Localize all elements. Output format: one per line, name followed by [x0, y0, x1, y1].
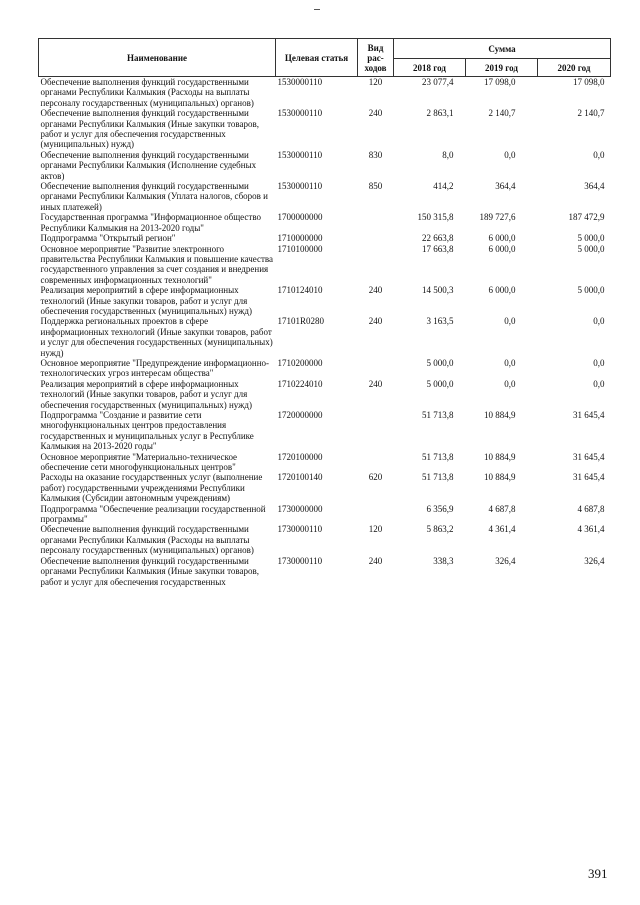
- row-name: Обеспечение выполнения функций государственными органами Республики Калмыкия (Иные закупки товаров, работ и услуг для обеспечения государственных: [40, 555, 260, 587]
- table-row: [39, 504, 611, 525]
- row-2019: 17 098,0: [484, 77, 516, 87]
- header-sum: Сумма: [394, 39, 611, 59]
- row-code: 1710100000: [277, 243, 323, 254]
- row-2018: 22 663,8: [422, 233, 454, 244]
- header-kind: Вид рас-ходов: [358, 39, 394, 77]
- page-number: 391: [588, 866, 608, 881]
- row-2018: 2 863,1: [426, 108, 454, 119]
- table-header: [39, 39, 611, 77]
- row-code: 1720000000: [277, 410, 323, 420]
- row-2019: 0,0: [504, 357, 516, 368]
- row-2020: 5 000,0: [577, 285, 605, 296]
- row-kind: [358, 244, 394, 286]
- row-code: 1710124010: [277, 285, 323, 296]
- row-2020: 4 687,8: [577, 503, 605, 514]
- header-name: Наименование: [39, 39, 276, 77]
- row-code: 1530000110: [277, 77, 323, 87]
- row-2019: 6 000,0: [488, 243, 516, 254]
- row-code: 1730000110: [277, 555, 323, 566]
- table-row: [39, 181, 611, 212]
- table-body: [39, 77, 611, 587]
- row-2020: 326,4: [584, 555, 605, 566]
- table-row: [39, 212, 611, 233]
- row-2018: 17 663,8: [422, 243, 454, 254]
- row-name: Реализация мероприятий в сфере информационных технологий (Иные закупки товаров, работ и услуг для обеспечения государственных (муниципальных) нужд): [40, 378, 252, 410]
- row-name: Государственная программа "Информационное общество Республики Калмыкия на 2013-2020 годы": [40, 212, 262, 233]
- row-2019: 364,4: [495, 181, 516, 192]
- header-2019: 2019 год: [466, 59, 538, 77]
- row-code: 1730000000: [277, 503, 323, 514]
- row-kind: [358, 233, 394, 243]
- table-row: [39, 77, 611, 109]
- row-2019: 10 884,9: [484, 410, 516, 420]
- row-2018: 51 713,8: [422, 410, 454, 420]
- header-2018: 2018 год: [394, 59, 466, 77]
- row-name: Основное мероприятие "Предупреждение информационно-технологических угроз интересам общества": [40, 357, 270, 379]
- row-code: 1710200000: [277, 357, 323, 368]
- row-kind: [358, 504, 394, 525]
- row-kind: 240: [368, 378, 383, 389]
- row-kind: 120: [368, 524, 383, 535]
- row-kind: [358, 410, 394, 452]
- table-row: [39, 285, 611, 316]
- table-row: [39, 150, 611, 181]
- row-2020: 364,4: [584, 181, 605, 192]
- row-kind: 830: [368, 149, 383, 160]
- row-code: 1530000110: [277, 181, 323, 192]
- row-kind: 240: [368, 285, 383, 296]
- row-2020: 31 645,4: [573, 451, 605, 462]
- row-2020: 31 645,4: [573, 472, 605, 483]
- row-code: 1530000110: [277, 108, 323, 119]
- row-2018: 338,3: [433, 555, 454, 566]
- row-kind: 240: [368, 316, 383, 327]
- row-code: 1710000000: [277, 233, 323, 244]
- row-2018: 414,2: [433, 181, 454, 192]
- row-2020: 31 645,4: [573, 410, 605, 420]
- row-2020: 4 361,4: [577, 524, 605, 535]
- row-code: 1710224010: [277, 378, 323, 389]
- row-name: Расходы на оказание государственных услуг (выполнение работ) государственными учреждениями Республики Калмыкия (Субсидии автономным учреждениям): [40, 472, 263, 504]
- row-2018: 150 315,8: [417, 212, 454, 223]
- row-name: Реализация мероприятий в сфере информационных технологий (Иные закупки товаров, работ и услуг для обеспечения государственных (муниципальных) нужд): [40, 285, 252, 316]
- row-2020: 2 140,7: [577, 108, 605, 119]
- row-2018: 8,0: [442, 149, 454, 160]
- row-2020: 17 098,0: [573, 77, 605, 87]
- row-2018: 23 077,4: [422, 77, 454, 87]
- row-name: Основное мероприятие "Материально-техническое обеспечение сети многофункциональных центров": [40, 451, 238, 473]
- row-2019: 4 361,4: [488, 524, 516, 535]
- row-kind: [358, 452, 394, 473]
- row-name: Обеспечение выполнения функций государственными органами Республики Калмыкия (Иные закупки товаров, работ и услуг для обеспечения государственных (муниципальных) нужд): [40, 108, 260, 150]
- row-kind: 120: [368, 77, 383, 87]
- row-code: 17101R0280: [277, 316, 325, 327]
- row-2018: 5 863,2: [426, 524, 454, 535]
- row-2018: 51 713,8: [422, 451, 454, 462]
- table-row: [39, 244, 611, 286]
- header-2020: 2020 год: [538, 59, 611, 77]
- row-code: 1700000000: [277, 212, 323, 223]
- row-kind: 850: [368, 181, 383, 192]
- row-2018: 3 163,5: [426, 316, 454, 327]
- header-code: Целевая статья: [276, 39, 358, 77]
- table-row: [39, 556, 611, 587]
- row-name: Подпрограмма "Открытый регион": [40, 233, 176, 244]
- table-row: [39, 410, 611, 452]
- row-name: Подпрограмма "Создание и развитие сети многофункциональных центров предоставления государственных и муниципальных услуг в Республике Калмыкия на 2013-2020 годы": [40, 410, 254, 452]
- row-2019: 0,0: [504, 149, 516, 160]
- row-code: 1720100140: [277, 472, 323, 483]
- top-mark: [314, 9, 320, 10]
- row-code: 1530000110: [277, 149, 323, 160]
- row-code: 1730000110: [277, 524, 323, 535]
- row-kind: 620: [368, 472, 383, 483]
- row-2018: 51 713,8: [422, 472, 454, 483]
- row-2020: 5 000,0: [577, 233, 605, 244]
- row-2018: 5 000,0: [426, 378, 454, 389]
- row-kind: [358, 212, 394, 233]
- table-row: [39, 233, 611, 243]
- row-2019: 326,4: [495, 555, 516, 566]
- table-row: [39, 108, 611, 150]
- row-2019: 6 000,0: [488, 285, 516, 296]
- row-2020: 5 000,0: [577, 243, 605, 254]
- table-row: [39, 379, 611, 410]
- row-kind: 240: [368, 108, 383, 119]
- row-kind: 240: [368, 555, 383, 566]
- row-name: Подпрограмма "Обеспечение реализации государственной программы": [40, 503, 266, 525]
- row-code: 1720100000: [277, 451, 323, 462]
- row-2020: 0,0: [593, 357, 605, 368]
- row-2019: 6 000,0: [488, 233, 516, 244]
- row-2019: 10 884,9: [484, 472, 516, 483]
- table-row: [39, 316, 611, 358]
- row-2019: 2 140,7: [488, 108, 516, 119]
- row-name: Основное мероприятие "Развитие электронного правительства Республики Калмыкия и повышение качества государственного управления за счет создания и внедрения современных информационных технологий": [40, 243, 274, 285]
- table-row: [39, 452, 611, 473]
- row-2020: 0,0: [593, 149, 605, 160]
- row-2018: 6 356,9: [426, 503, 454, 514]
- table-row: [39, 358, 611, 379]
- row-2019: 189 727,6: [479, 212, 516, 223]
- row-name: Поддержка региональных проектов в сфере информационных технологий (Иные закупки товаров, работ и услуг для обеспечения государственных (муниципальных) нужд): [40, 316, 273, 358]
- row-2018: 5 000,0: [426, 357, 454, 368]
- row-2018: 14 500,3: [422, 285, 454, 296]
- row-2020: 0,0: [593, 378, 605, 389]
- row-2019: 0,0: [504, 378, 516, 389]
- row-name: Обеспечение выполнения функций государственными органами Республики Калмыкия (Расходы на выплаты персоналу государственных (муниципальных) органов): [40, 77, 254, 108]
- budget-table: [38, 38, 611, 587]
- row-2019: 0,0: [504, 316, 516, 327]
- row-name: Обеспечение выполнения функций государственными органами Республики Калмыкия (Исполнение судебных актов): [40, 149, 257, 181]
- row-name: Обеспечение выполнения функций государственными органами Республики Калмыкия (Уплата налогов, сборов и иных платежей): [40, 181, 268, 212]
- row-kind: [358, 358, 394, 379]
- row-2020: 187 472,9: [568, 212, 605, 223]
- table-row: [39, 472, 611, 503]
- budget-sheet: [38, 38, 610, 587]
- row-name: Обеспечение выполнения функций государственными органами Республики Калмыкия (Расходы на выплаты персоналу государственных (муниципальных) органов): [40, 524, 254, 556]
- row-2019: 4 687,8: [488, 503, 516, 514]
- table-row: [39, 524, 611, 555]
- row-2020: 0,0: [593, 316, 605, 327]
- row-2019: 10 884,9: [484, 451, 516, 462]
